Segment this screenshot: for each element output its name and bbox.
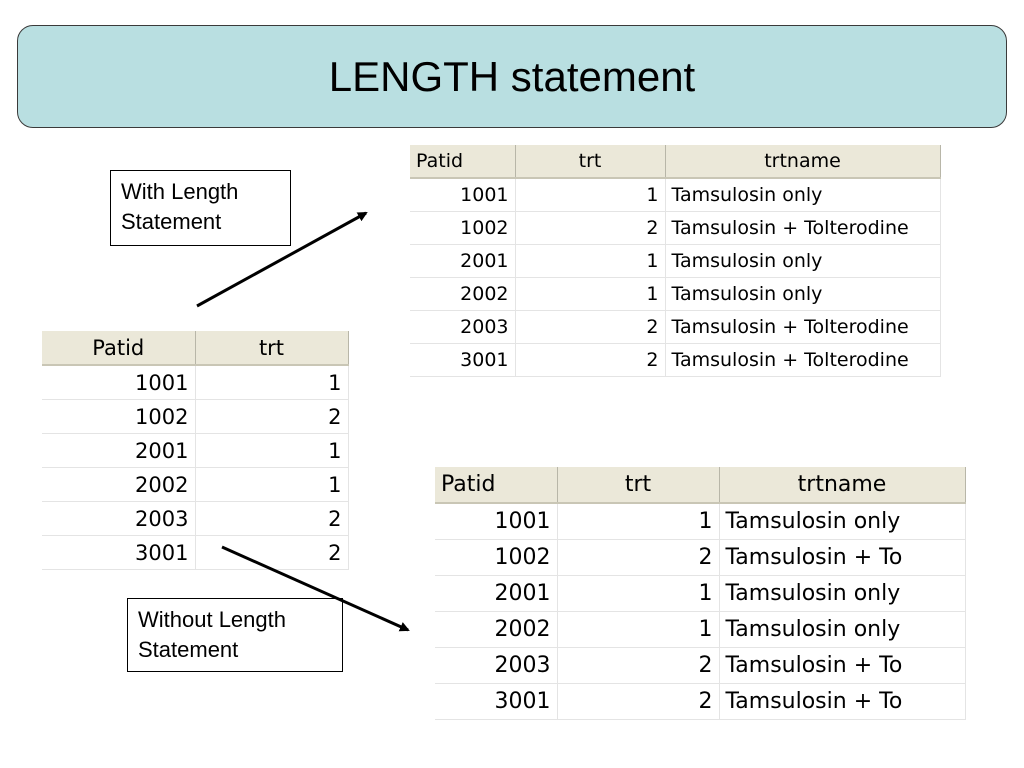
cell-trt: 2 (195, 400, 348, 434)
cell-patid: 1002 (435, 540, 557, 576)
cell-trt: 1 (195, 434, 348, 468)
column-header-patid: Patid (42, 331, 195, 365)
cell-trtname: Tamsulosin + Tolterodine (665, 311, 940, 344)
callout-without-line-2: Statement (138, 637, 239, 662)
cell-trt: 2 (515, 311, 665, 344)
cell-patid: 2003 (42, 502, 195, 536)
cell-patid: 1001 (410, 178, 515, 212)
cell-patid: 3001 (410, 344, 515, 377)
cell-trt: 2 (195, 536, 348, 570)
cell-trtname: Tamsulosin + To (719, 648, 965, 684)
cell-trtname: Tamsulosin + Tolterodine (665, 212, 940, 245)
cell-trt: 1 (515, 278, 665, 311)
column-header-patid: Patid (410, 145, 515, 178)
column-header-trt: trt (557, 467, 719, 503)
cell-patid: 2001 (435, 576, 557, 612)
cell-trtname: Tamsulosin + To (719, 540, 965, 576)
cell-patid: 2003 (410, 311, 515, 344)
callout-with-line-2: Statement (121, 209, 222, 234)
cell-patid: 3001 (42, 536, 195, 570)
cell-patid: 1002 (42, 400, 195, 434)
cell-trt: 1 (195, 468, 348, 502)
cell-trt: 2 (557, 648, 719, 684)
cell-trtname: Tamsulosin only (719, 576, 965, 612)
callout-with-line-1: With Length (121, 179, 239, 204)
cell-patid: 2001 (42, 434, 195, 468)
column-header-trt: trt (195, 331, 348, 365)
cell-patid: 2002 (435, 612, 557, 648)
cell-trt: 2 (515, 212, 665, 245)
cell-trtname: Tamsulosin + To (719, 684, 965, 720)
column-header-trtname: trtname (719, 467, 965, 503)
cell-trtname: Tamsulosin only (665, 178, 940, 212)
cell-trt: 1 (557, 612, 719, 648)
cell-trt: 1 (515, 178, 665, 212)
callout-without-line-1: Without Length (138, 607, 286, 632)
cell-trt: 2 (515, 344, 665, 377)
cell-patid: 2003 (435, 648, 557, 684)
cell-patid: 2001 (410, 245, 515, 278)
cell-trt: 2 (195, 502, 348, 536)
cell-patid: 1002 (410, 212, 515, 245)
cell-trtname: Tamsulosin only (719, 503, 965, 540)
cell-trtname: Tamsulosin only (665, 278, 940, 311)
cell-trt: 1 (195, 365, 348, 400)
arrow-to-without-length-table (222, 547, 408, 630)
cell-patid: 1001 (42, 365, 195, 400)
cell-trtname: Tamsulosin only (719, 612, 965, 648)
cell-patid: 2002 (410, 278, 515, 311)
cell-patid: 3001 (435, 684, 557, 720)
column-header-patid: Patid (435, 467, 557, 503)
cell-trtname: Tamsulosin only (665, 245, 940, 278)
slide-title: LENGTH statement (328, 52, 696, 100)
cell-patid: 2002 (42, 468, 195, 502)
cell-trt: 1 (515, 245, 665, 278)
column-header-trt: trt (515, 145, 665, 178)
cell-trtname: Tamsulosin + Tolterodine (665, 344, 940, 377)
cell-patid: 1001 (435, 503, 557, 540)
cell-trt: 2 (557, 540, 719, 576)
cell-trt: 1 (557, 503, 719, 540)
column-header-trtname: trtname (665, 145, 940, 178)
arrow-to-with-length-table (197, 213, 366, 306)
cell-trt: 2 (557, 684, 719, 720)
cell-trt: 1 (557, 576, 719, 612)
